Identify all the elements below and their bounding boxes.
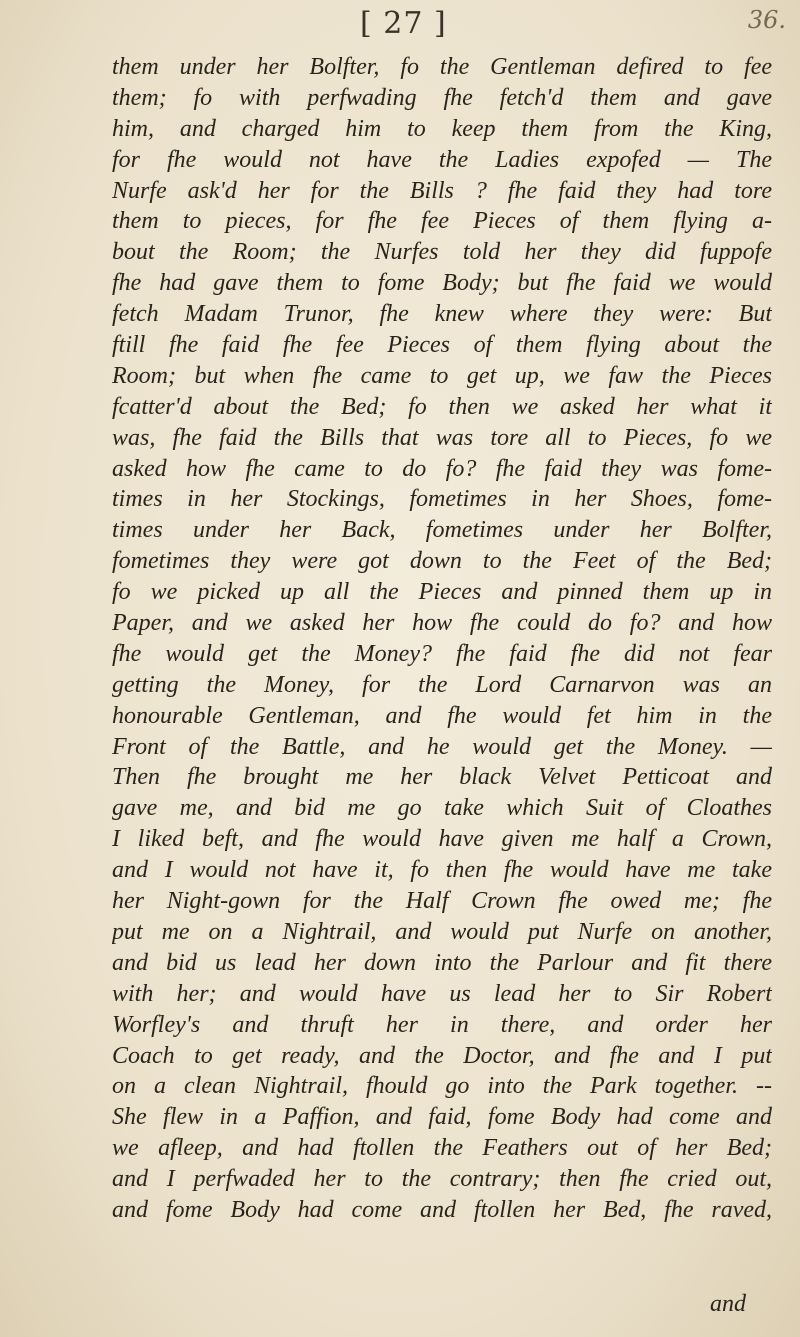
- text-line: asked how fhe came to do fo? fhe faid they was fome-: [112, 455, 772, 482]
- text-line: and I perfwaded her to the contrary; then fhe cried out,: [112, 1166, 772, 1193]
- text-line: put me on a Nightrail, and would put Nurfe on another,: [112, 918, 772, 945]
- text-line: I liked beft, and fhe would have given me half a Crown,: [112, 826, 772, 853]
- text-line: and bid us lead her down into the Parlour and fit there: [112, 949, 772, 976]
- text-line: honourable Gentleman, and fhe would fet him in the: [112, 702, 772, 729]
- text-line: for fhe would not have the Ladies expofed — The: [112, 146, 772, 173]
- text-line: and I would not have it, fo then fhe would have me take: [112, 857, 772, 884]
- text-line: fetch Madam Trunor, fhe knew where they were: But: [112, 301, 772, 328]
- text-line: with her; and would have us lead her to Sir Robert: [112, 980, 772, 1007]
- text-line: Paper, and we asked her how fhe could do fo? and how: [112, 610, 772, 637]
- text-line: and fome Body had come and ftollen her Bed, fhe raved,: [112, 1196, 772, 1223]
- text-line: them under her Bolfter, fo the Gentleman defired to fee: [112, 54, 772, 80]
- text-line: fhe had gave them to fome Body; but fhe faid we would: [112, 270, 772, 297]
- text-line: him, and charged him to keep them from the King,: [112, 115, 772, 142]
- text-line: fometimes they were got down to the Feet of the Bed;: [112, 548, 772, 575]
- text-line: times in her Stockings, fometimes in her Shoes, fome-: [112, 486, 772, 513]
- text-line: we afleep, and had ftollen the Feathers out of her Bed;: [112, 1135, 772, 1162]
- text-line: ftill fhe faid fhe fee Pieces of them flying about the: [112, 332, 772, 359]
- text-line: on a clean Nightrail, fhould go into the Park together. --: [112, 1073, 772, 1100]
- text-line: getting the Money, for the Lord Carnarvon was an: [112, 671, 772, 698]
- text-line: Worfley's and thruft her in there, and order her: [112, 1011, 772, 1038]
- text-line: fcatter'd about the Bed; fo then we asked her what it: [112, 393, 772, 420]
- text-line: fo we picked up all the Pieces and pinned them up in: [112, 579, 772, 606]
- text-line: her Night-gown for the Half Crown fhe owed me; fhe: [112, 888, 772, 915]
- text-line: gave me, and bid me go take which Suit of Cloathes: [112, 795, 772, 822]
- text-line: bout the Room; the Nurfes told her they did fuppofe: [112, 239, 772, 266]
- text-line: Then fhe brought me her black Velvet Petticoat and: [112, 764, 772, 791]
- text-line: times under her Back, fometimes under her Bolfter,: [112, 517, 772, 544]
- body-text: [112, 52, 772, 1226]
- text-line: Coach to get ready, and the Doctor, and fhe and I put: [112, 1042, 772, 1069]
- text-line: Front of the Battle, and he would get the Money. —: [112, 733, 772, 760]
- text-line: them; fo with perfwading fhe fetch'd them and gave: [112, 84, 772, 111]
- text-line: Room; but when fhe came to get up, we faw the Pieces: [112, 362, 772, 389]
- catchword: and: [710, 1291, 746, 1317]
- text-line: Nurfe ask'd her for the Bills ? fhe faid they had tore: [112, 177, 772, 204]
- text-line: was, fhe faid the Bills that was tore all to Pieces, fo we: [112, 424, 772, 451]
- page-number: [ 27 ]: [360, 6, 447, 41]
- folio-mark: 36.: [747, 6, 786, 34]
- text-line: them to pieces, for fhe fee Pieces of them flying a-: [112, 208, 772, 235]
- text-line: She flew in a Paffion, and faid, fome Body had come and: [112, 1104, 772, 1131]
- text-line: fhe would get the Money? fhe faid fhe did not fear: [112, 640, 772, 667]
